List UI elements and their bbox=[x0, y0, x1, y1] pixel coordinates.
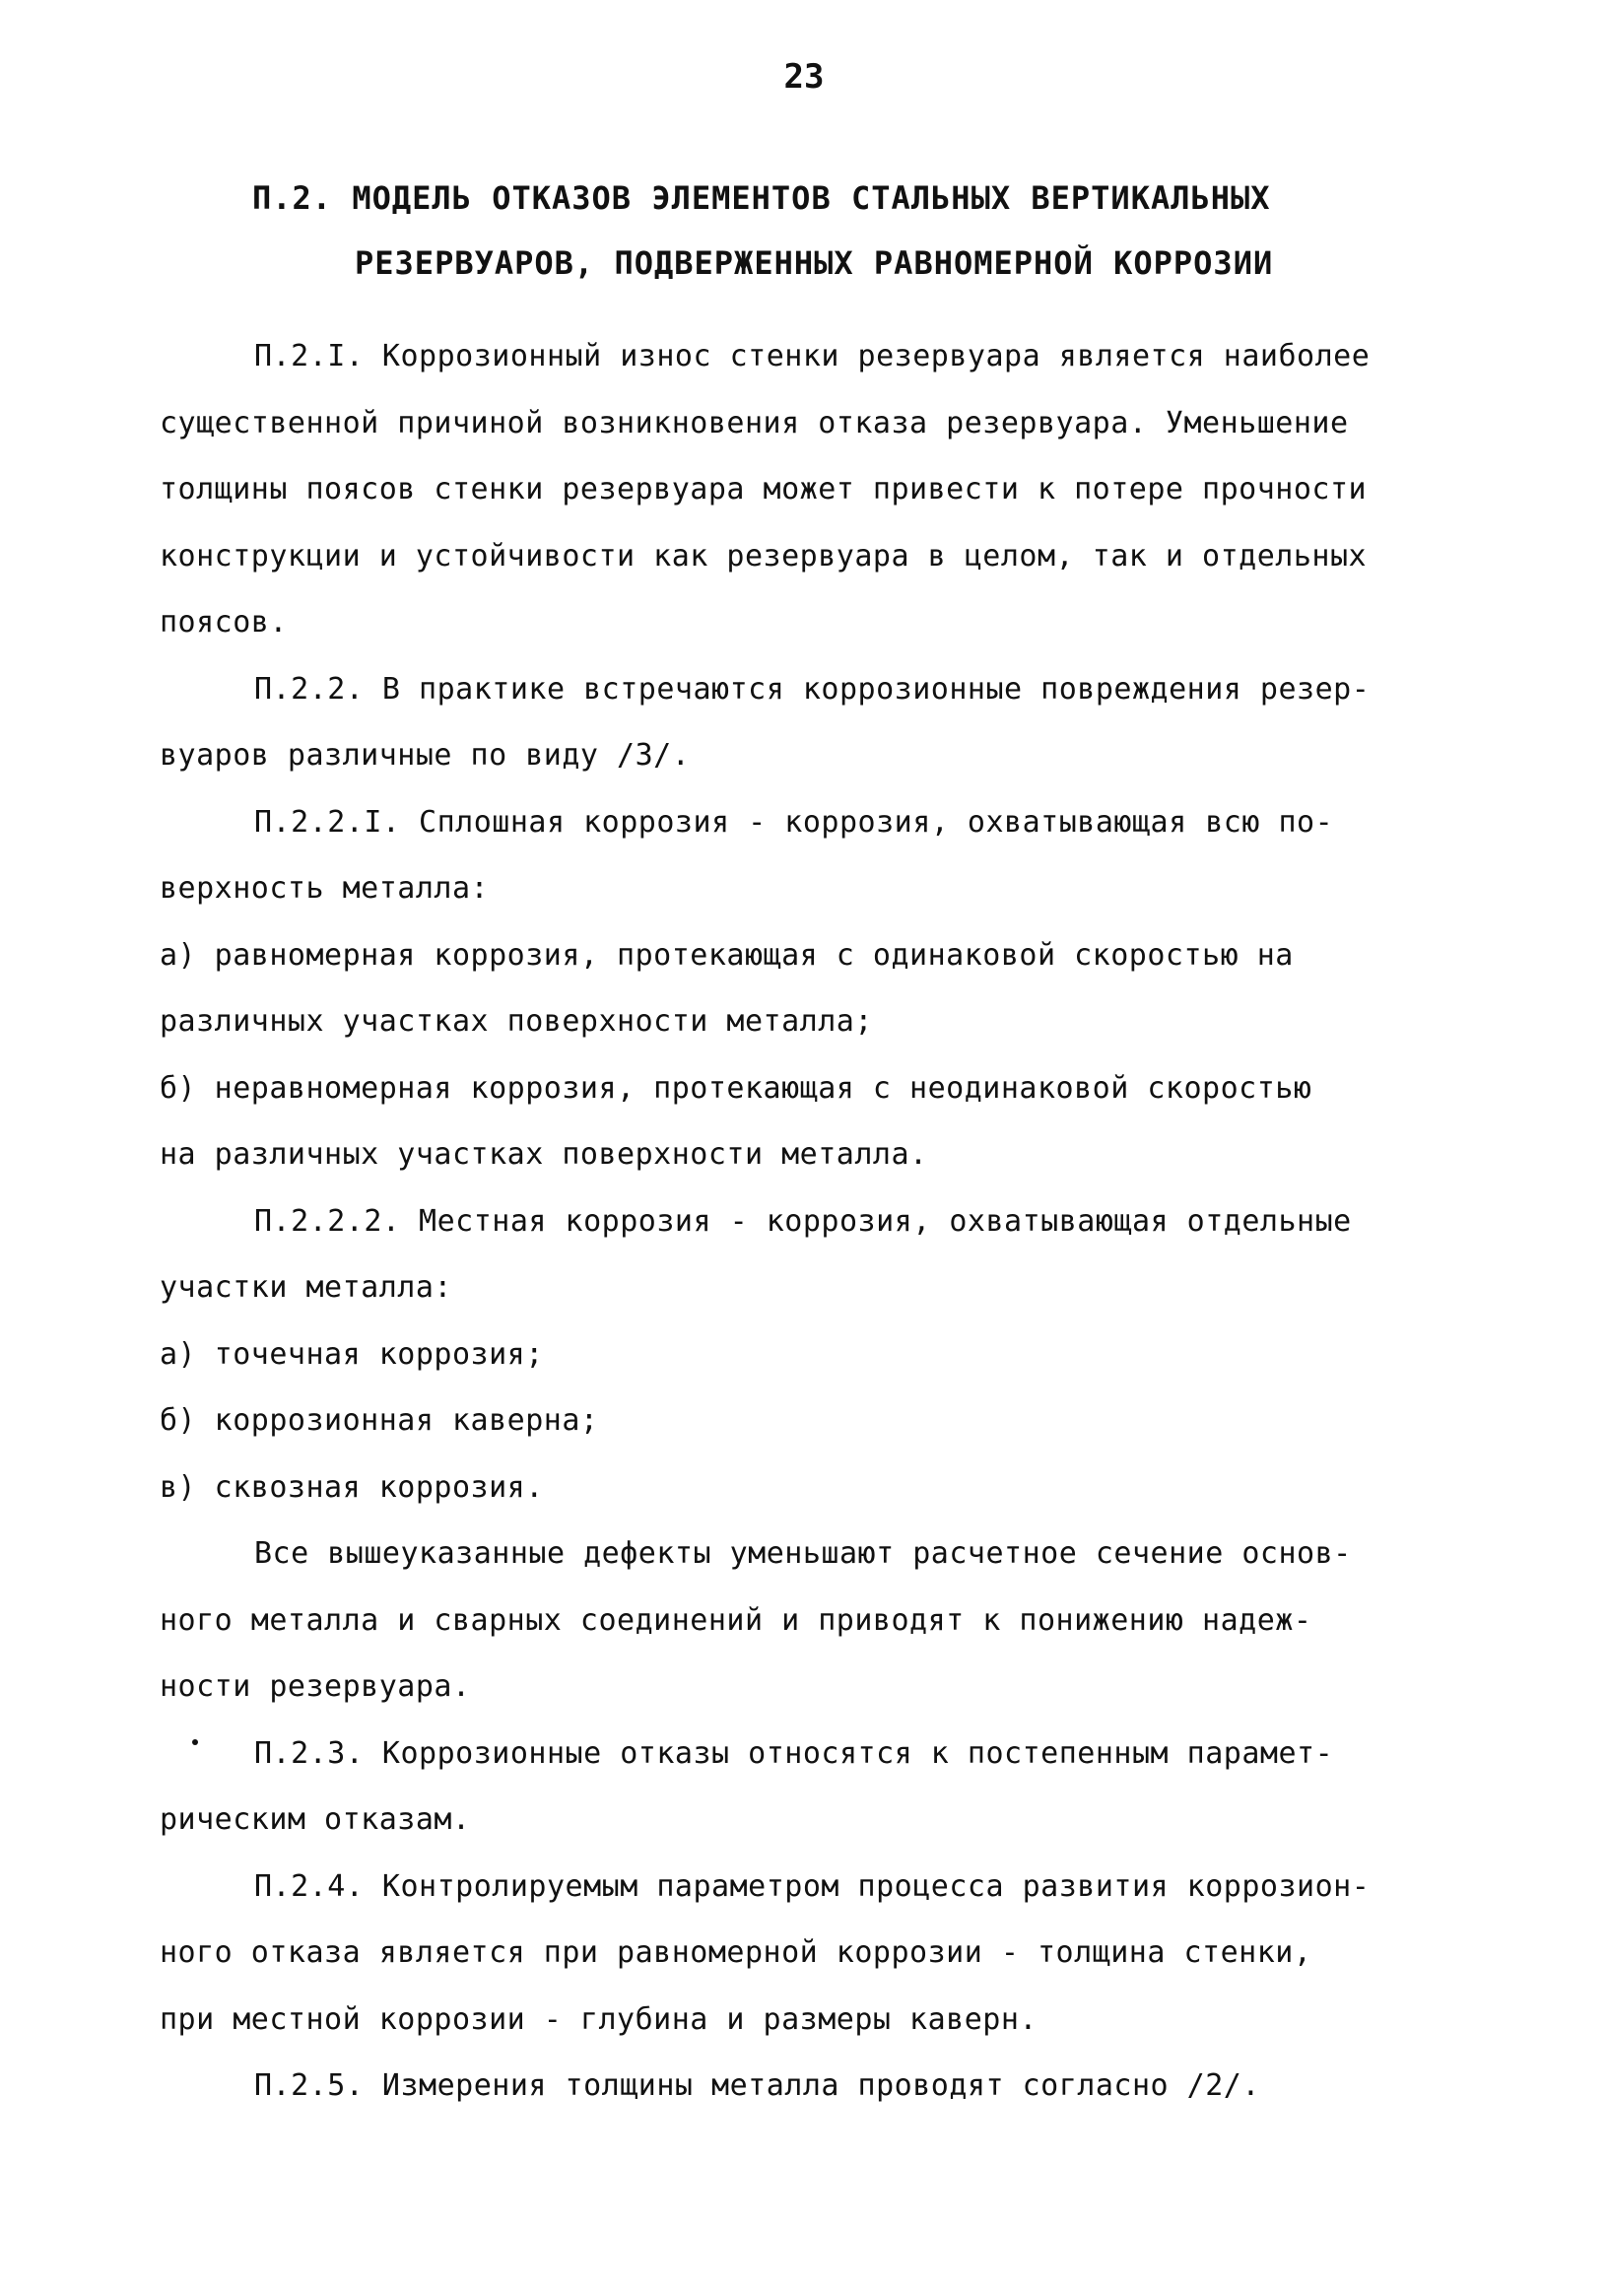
text-line: рическим отказам. bbox=[160, 1802, 471, 1837]
text-line: различных участках поверхности металла; bbox=[160, 1004, 873, 1039]
text-line: толщины поясов стенки резервуара может привести к потере прочности bbox=[160, 472, 1368, 506]
page-number: 23 bbox=[783, 57, 825, 97]
body-text bbox=[160, 323, 1460, 2120]
text-line: П.2.2. В практике встречаются коррозионные повреждения резер- bbox=[254, 671, 1371, 707]
list-item: б) коррозионная каверна; bbox=[160, 1403, 599, 1438]
text-line: поясов. bbox=[160, 605, 288, 640]
text-line: при местной коррозии - глубина и размеры каверн. bbox=[160, 2001, 1038, 2037]
heading-line-1: П.2. МОДЕЛЬ ОТКАЗОВ ЭЛЕМЕНТОВ СТАЛЬНЫХ ВЕРТИКАЛЬНЫХ bbox=[252, 179, 1271, 217]
text-line: П.2.5. Измерения толщины металла проводят согласно /2/. bbox=[254, 2068, 1260, 2103]
text-line: на различных участках поверхности металла. bbox=[160, 1137, 928, 1172]
text-line: П.2.I. Коррозионный износ стенки резервуара является наиболее bbox=[254, 339, 1371, 373]
text-line: участки металла: bbox=[160, 1270, 452, 1305]
text-line: ного металла и сварных соединений и приводят к понижению надеж- bbox=[160, 1602, 1312, 1638]
heading-line-2: РЕЗЕРВУАРОВ, ПОДВЕРЖЕННЫХ РАВНОМЕРНОЙ КОРРОЗИИ bbox=[355, 244, 1274, 282]
text-line: верхность металла: bbox=[160, 871, 490, 906]
stray-dot-mark bbox=[192, 1739, 198, 1745]
list-item: б) неравномерная коррозия, протекающая с неодинаковой скоростью bbox=[160, 1070, 1312, 1106]
list-item: а) равномерная коррозия, протекающая с одинаковой скоростью на bbox=[160, 937, 1294, 973]
text-line: вуаров различные по виду /3/. bbox=[160, 738, 691, 773]
text-line: Все вышеуказанные дефекты уменьшают расчетное сечение основ- bbox=[254, 1536, 1352, 1571]
text-line: П.2.2.I. Сплошная коррозия - коррозия, охватывающая всю по- bbox=[254, 804, 1334, 840]
text-line: П.2.2.2. Местная коррозия - коррозия, охватывающая отдельные bbox=[254, 1203, 1352, 1239]
section-heading bbox=[0, 166, 1608, 296]
list-item: а) точечная коррозия; bbox=[160, 1336, 544, 1372]
text-line: конструкции и устойчивости как резервуара в целом, так и отдельных bbox=[160, 538, 1368, 574]
text-line: П.2.4. Контролируемым параметром процесса развития коррозион- bbox=[254, 1868, 1371, 1904]
text-line: П.2.3. Коррозионные отказы относятся к постепенным парамет- bbox=[254, 1735, 1334, 1771]
text-line: ного отказа является при равномерной коррозии - толщина стенки, bbox=[160, 1935, 1312, 1970]
text-line: существенной причиной возникновения отказа резервуара. Уменьшение bbox=[160, 405, 1349, 440]
list-item: в) сквозная коррозия. bbox=[160, 1469, 544, 1505]
text-line: ности резервуара. bbox=[160, 1669, 471, 1704]
